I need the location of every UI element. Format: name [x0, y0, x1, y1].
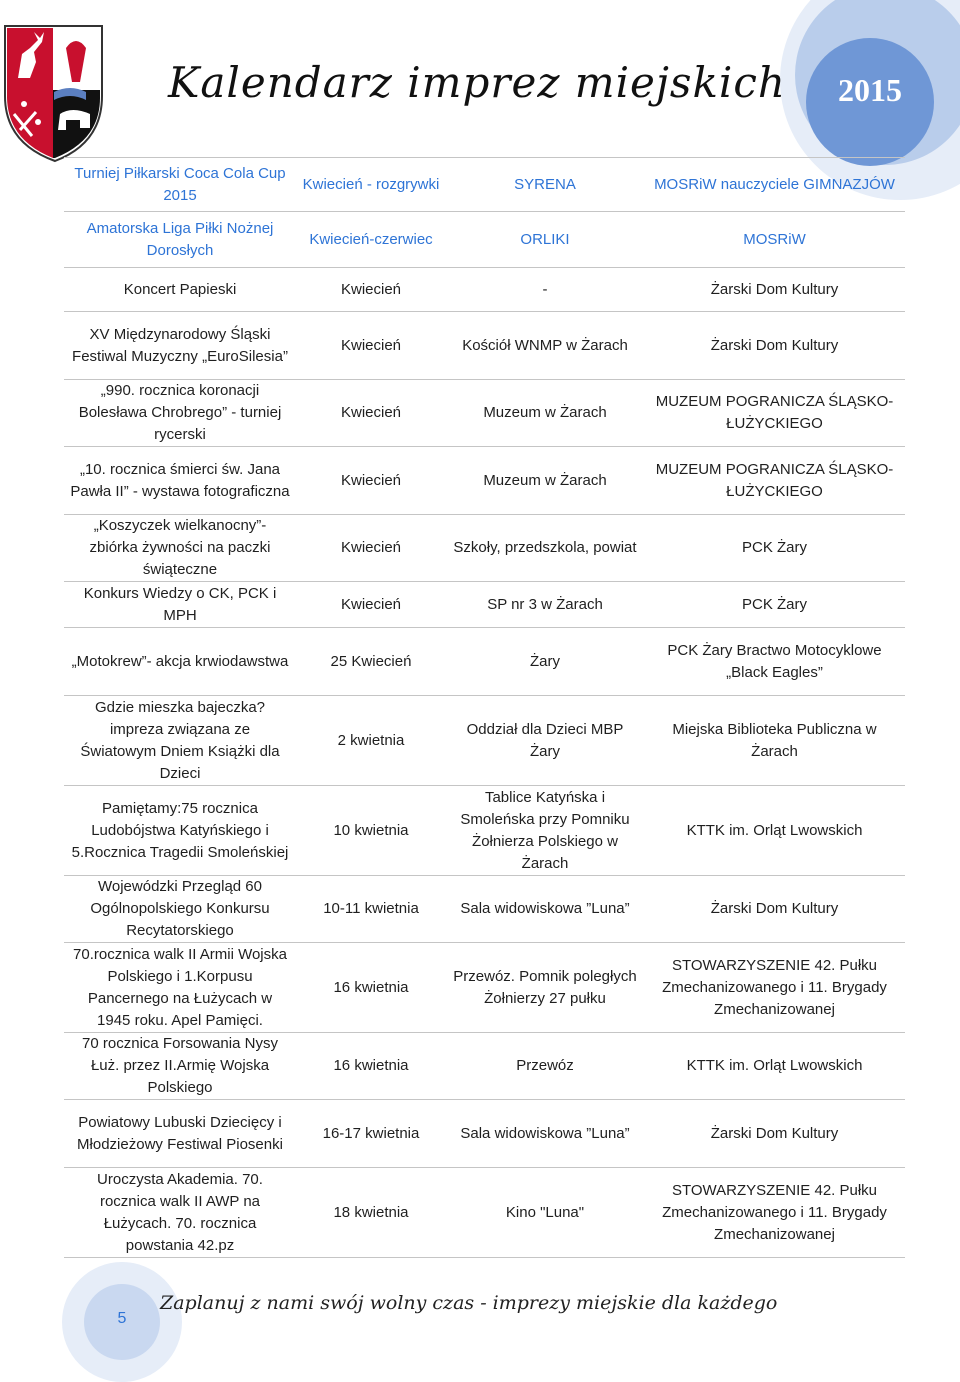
- table-row: [64, 380, 905, 447]
- event-date: 2 kwietnia: [296, 696, 446, 786]
- event-organizer: PCK Żary: [644, 515, 905, 582]
- event-organizer: Miejska Biblioteka Publiczna w Żarach: [644, 696, 905, 786]
- event-date: Kwiecień: [296, 582, 446, 628]
- event-organizer: STOWARZYSZENIE 42. Pułku Zmechanizowanego i 11. Brygady Zmechanizowanej: [644, 1168, 905, 1258]
- event-place: Tablice Katyńska i Smoleńska przy Pomniku Żołnierza Polskiego w Żarach: [446, 786, 644, 876]
- event-name: Konkurs Wiedzy o CK, PCK i MPH: [64, 582, 296, 628]
- page-number: 5: [117, 1310, 127, 1327]
- table-row: [64, 447, 905, 515]
- event-place: ORLIKI: [446, 212, 644, 268]
- table-row: [64, 943, 905, 1033]
- event-organizer: Żarski Dom Kultury: [644, 268, 905, 312]
- event-organizer: MUZEUM POGRANICZA ŚLĄSKO-ŁUŻYCKIEGO: [644, 380, 905, 447]
- year-badge: 2015: [838, 72, 902, 108]
- event-organizer: Żarski Dom Kultury: [644, 876, 905, 943]
- event-place: Przewóz. Pomnik poległych Żołnierzy 27 pułku: [446, 943, 644, 1033]
- table-row: [64, 876, 905, 943]
- event-name: Powiatowy Lubuski Dziecięcy i Młodzieżowy Festiwal Piosenki: [64, 1100, 296, 1168]
- event-organizer: MOSRiW nauczyciele GIMNAZJÓW: [644, 158, 905, 212]
- event-place: Sala widowiskowa ”Luna”: [446, 1100, 644, 1168]
- event-name: Gdzie mieszka bajeczka? impreza związana ze Światowym Dniem Książki dla Dzieci: [64, 696, 296, 786]
- event-place: Muzeum w Żarach: [446, 380, 644, 447]
- event-organizer: KTTK im. Orląt Lwowskich: [644, 1033, 905, 1100]
- table-row: [64, 212, 905, 268]
- event-organizer: Żarski Dom Kultury: [644, 1100, 905, 1168]
- event-name: 70 rocznica Forsowania Nysy Łuż. przez II.Armię Wojska Polskiego: [64, 1033, 296, 1100]
- table-row: [64, 312, 905, 380]
- event-date: 10-11 kwietnia: [296, 876, 446, 943]
- event-organizer: PCK Żary Bractwo Motocyklowe „Black Eagles”: [644, 628, 905, 696]
- coat-of-arms-logo: [0, 18, 150, 168]
- event-place: Przewóz: [446, 1033, 644, 1100]
- table-row: [64, 696, 905, 786]
- table-row: [64, 515, 905, 582]
- event-place: -: [446, 268, 644, 312]
- event-place: Żary: [446, 628, 644, 696]
- event-date: Kwiecień: [296, 268, 446, 312]
- event-name: „10. rocznica śmierci św. Jana Pawła II” - wystawa fotograficzna: [64, 447, 296, 515]
- event-date: Kwiecień-czerwiec: [296, 212, 446, 268]
- event-organizer: KTTK im. Orląt Lwowskich: [644, 786, 905, 876]
- table-row: [64, 1168, 905, 1258]
- event-organizer: Żarski Dom Kultury: [644, 312, 905, 380]
- table-row: [64, 1100, 905, 1168]
- events-table: [64, 157, 905, 1258]
- event-organizer: MOSRiW: [644, 212, 905, 268]
- page-title: Kalendarz imprez miejskich: [168, 58, 786, 107]
- event-date: Kwiecień - rozgrywki: [296, 158, 446, 212]
- event-place: Kościół WNMP w Żarach: [446, 312, 644, 380]
- event-name: „990. rocznica koronacji Bolesława Chrobrego” - turniej rycerski: [64, 380, 296, 447]
- event-date: 10 kwietnia: [296, 786, 446, 876]
- event-date: Kwiecień: [296, 380, 446, 447]
- table-row: [64, 786, 905, 876]
- event-name: Koncert Papieski: [64, 268, 296, 312]
- table-row: [64, 582, 905, 628]
- event-date: Kwiecień: [296, 447, 446, 515]
- event-name: „Motokrew”- akcja krwiodawstwa: [64, 628, 296, 696]
- event-date: 16 kwietnia: [296, 1033, 446, 1100]
- event-name: „Koszyczek wielkanocny”- zbiórka żywności na paczki świąteczne: [64, 515, 296, 582]
- event-place: Szkoły, przedszkola, powiat: [446, 515, 644, 582]
- event-organizer: STOWARZYSZENIE 42. Pułku Zmechanizowanego i 11. Brygady Zmechanizowanej: [644, 943, 905, 1033]
- event-date: Kwiecień: [296, 312, 446, 380]
- event-name: Pamiętamy:75 rocznica Ludobójstwa Katyńskiego i 5.Rocznica Tragedii Smoleńskiej: [64, 786, 296, 876]
- event-date: 16-17 kwietnia: [296, 1100, 446, 1168]
- event-date: 18 kwietnia: [296, 1168, 446, 1258]
- table-row: [64, 158, 905, 212]
- event-place: Kino "Luna": [446, 1168, 644, 1258]
- event-name: Uroczysta Akademia. 70. rocznica walk II AWP na Łużycach. 70. rocznica powstania 42.pz: [64, 1168, 296, 1258]
- event-name: XV Międzynarodowy Śląski Festiwal Muzyczny „EuroSilesia”: [64, 312, 296, 380]
- event-date: Kwiecień: [296, 515, 446, 582]
- event-date: 16 kwietnia: [296, 943, 446, 1033]
- event-place: SYRENA: [446, 158, 644, 212]
- event-organizer: PCK Żary: [644, 582, 905, 628]
- table-row: [64, 628, 905, 696]
- event-name: Amatorska Liga Piłki Nożnej Dorosłych: [64, 212, 296, 268]
- event-name: Wojewódzki Przegląd 60 Ogólnopolskiego Konkursu Recytatorskiego: [64, 876, 296, 943]
- event-place: Oddział dla Dzieci MBP Żary: [446, 696, 644, 786]
- footer-slogan: Zaplanuj z nami swój wolny czas - imprezy miejskie dla każdego: [160, 1292, 778, 1314]
- event-place: Sala widowiskowa ”Luna”: [446, 876, 644, 943]
- event-name: Turniej Piłkarski Coca Cola Cup 2015: [64, 158, 296, 212]
- table-row: [64, 1033, 905, 1100]
- event-organizer: MUZEUM POGRANICZA ŚLĄSKO-ŁUŻYCKIEGO: [644, 447, 905, 515]
- table-row: [64, 268, 905, 312]
- event-date: 25 Kwiecień: [296, 628, 446, 696]
- event-name: 70.rocznica walk II Armii Wojska Polskiego i 1.Korpusu Pancernego na Łużycach w 1945 roku. Apel Pamięci.: [64, 943, 296, 1033]
- event-place: SP nr 3 w Żarach: [446, 582, 644, 628]
- event-place: Muzeum w Żarach: [446, 447, 644, 515]
